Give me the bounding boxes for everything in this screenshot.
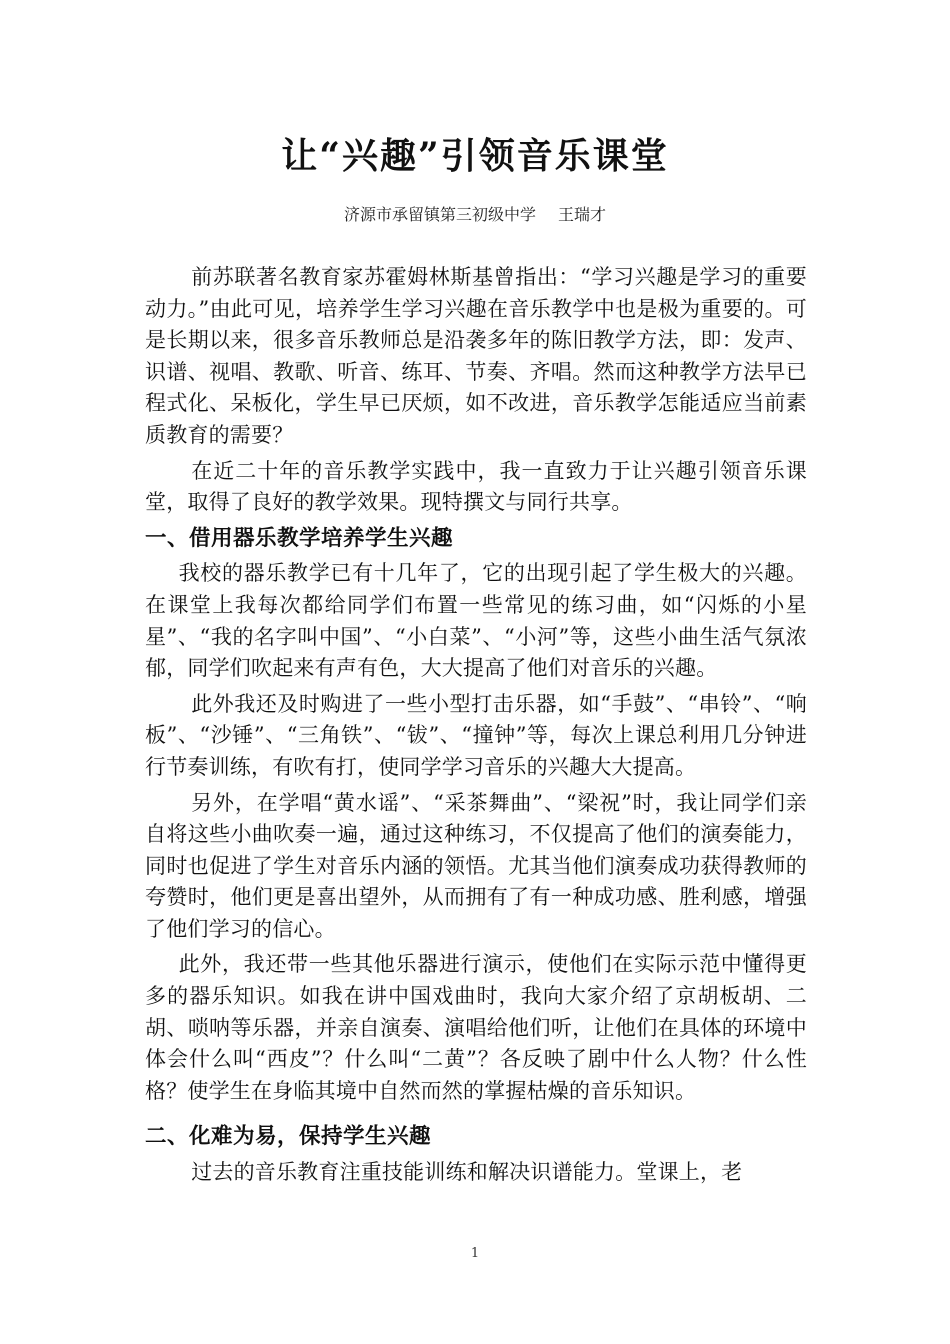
section-1-paragraph-3: 另外，在学唱“黄水谣”、“采茶舞曲”、“梁祝”时，我让同学们亲自将这些小曲吹奏一遍，通过这种练习，不仅提高了他们的演奏能力，同时也促进了学生对音乐内涵的领悟。尤其当他们演奏成功获得教师的夸赞时，他们更是喜出望外，从而拥有了有一种成功感、胜利感，增强了他们学习的信心。 [145, 790, 807, 941]
section-1-heading: 一、借用器乐教学培养学生兴趣 [145, 525, 454, 551]
page-number: 1 [470, 1246, 480, 1261]
section-1-paragraph-1: 我校的器乐教学已有十几年了，它的出现引起了学生极大的兴趣。在课堂上我每次都给同学们布置一些常见的练习曲，如“闪烁的小星星”、“我的名字叫中国”、“小白菜”、“小河”等，这些小曲生活气氛浓郁，同学们吹起来有声有色，大大提高了他们对音乐的兴趣。 [145, 561, 807, 681]
section-1-paragraph-4: 此外，我还带一些其他乐器进行演示，使他们在实际示范中懂得更多的器乐知识。如我在讲中国戏曲时，我向大家介绍了京胡板胡、二胡、唢呐等乐器，并亲自演奏、演唱给他们听，让他们在具体的环境中体会什么叫“西皮”？什么叫“二黄”？各反映了剧中什么人物？什么性格？使学生在身临其境中自然而然的掌握枯燥的音乐知识。 [145, 952, 807, 1103]
author-school: 济源市承留镇第三初级中学 [343, 205, 536, 224]
section-2-paragraph-1: 过去的音乐教育注重技能训练和解决识谱能力。堂课上，老 [191, 1160, 743, 1185]
section-1-paragraph-2: 此外我还及时购进了一些小型打击乐器，如“手鼓”、“串铃”、“响板”、“沙锤”、“三角铁”、“钹”、“撞钟”等，每次上课总利用几分钟进行节奏训练，有吹有打，使同学学习音乐的兴趣大大提高。 [145, 691, 807, 779]
paragraph-intro-1: 前苏联著名教育家苏霍姆林斯基曾指出：“学习兴趣是学习的重要动力。”由此可见，培养学生学习兴趣在音乐教学中也是极为重要的。可是长期以来，很多音乐教师总是沿袭多年的陈旧教学方法，即：发声、识谱、视唱、教歌、听音、练耳、节奏、齐唱。然而这种教学方法早已程式化、呆板化，学生早已厌烦，如不改进，音乐教学怎能适应当前素质教育的需要？ [145, 265, 807, 447]
paragraph-intro-2: 在近二十年的音乐教学实践中，我一直致力于让兴趣引领音乐课堂，取得了良好的教学效果。现特撰文与同行共享。 [145, 458, 807, 515]
section-2-heading: 二、化难为易，保持学生兴趣 [145, 1124, 432, 1150]
author-byline [0, 202, 950, 225]
author-name: 王瑞才 [558, 205, 607, 224]
document-title: 让“兴趣”引领音乐课堂 [281, 135, 669, 177]
document-body [145, 262, 807, 1193]
